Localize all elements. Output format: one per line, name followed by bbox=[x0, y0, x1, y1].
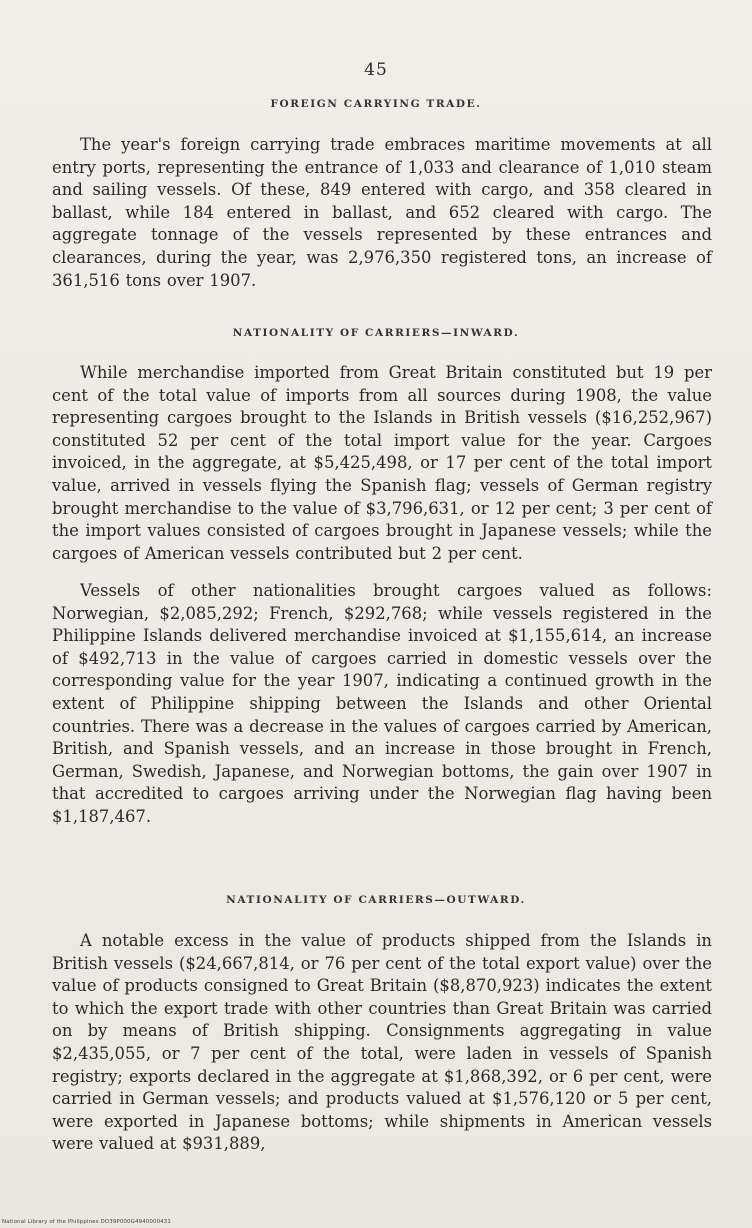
paragraph-nationality-inward-1: While merchandise imported from Great Britain constituted but 19 per cent of the total value of imports from all sources during 1908, the value representing cargoes brought to the Islands in British vessels ($16,252,967) constituted 52 per cent of the total import value for the year. Cargoes invoiced, in the aggregate, at $5,425,498, or 17 per cent of the total import value, arrived in vessels flying the Spanish flag; vessels of German registry brought merchandise to the value of $3,796,631, or 12 per cent; 3 per cent of the import values consisted of cargoes brought in Japanese vessels; while the cargoes of American vessels contributed but 2 per cent. bbox=[52, 363, 712, 563]
paragraph-nationality-inward-2: Vessels of other nationalities brought cargoes valued as follows: Norwegian, $2,085,292; French, $292,768; while vessels registered in the Philippine Islands delivered merchandise invoiced at $1,155,614, an increase of $492,713 in the value of cargoes carried in domestic vessels over the corresponding value for the year 1907, indicating a continued growth in the extent of Philippine shipping between the Islands and other Oriental countries. There was a decrease in the values of cargoes carried by American, British, and Spanish vessels, and an increase in those brought in French, German, Swedish, Japanese, and Norwegian bottoms, the gain over 1907 in that accredited to cargoes arriving under the Norwegian flag having been $1,187,467. bbox=[52, 581, 712, 826]
footer-library-stamp: National Library of the Philippines DO39P000G4940000431 bbox=[2, 1219, 171, 1225]
section-heading-nationality-outward: NATIONALITY OF CARRIERS—OUTWARD. bbox=[226, 894, 526, 906]
paragraph-foreign-carrying-trade: The year's foreign carrying trade embraces maritime movements at all entry ports, representing the entrance of 1,033 and clearance of 1,010 steam and sailing vessels. Of these, 849 entered with cargo, and 358 cleared in ballast, while 184 entered in ballast, and 652 cleared with cargo. The aggregate tonnage of the vessels represented by these entrances and clearances, during the year, was 2,976,350 registered tons, an increase of 361,516 tons over 1907. bbox=[52, 135, 712, 290]
section-heading-foreign-carrying-trade: FOREIGN CARRYING TRADE. bbox=[270, 98, 482, 110]
page-number: 45 bbox=[364, 60, 388, 80]
paragraph-nationality-outward: A notable excess in the value of products shipped from the Islands in British vessels ($24,667,814, or 76 per cent of the total export value) over the value of products consigned to Great Britain ($8,870,923) indicates the extent to which the export trade with other countries than Great Britain was carried on by means of British shipping. Consignments aggregating in value $2,435,055, or 7 per cent of the total, were laden in vessels of Spanish registry; exports declared in the aggregate at $1,868,392, or 6 per cent, were carried in German vessels; and products valued at $1,576,120 or 5 per cent, were exported in Japanese bottoms; while shipments in American vessels were valued at $931,889, bbox=[52, 931, 712, 1154]
section-heading-nationality-inward: NATIONALITY OF CARRIERS—INWARD. bbox=[232, 327, 520, 339]
